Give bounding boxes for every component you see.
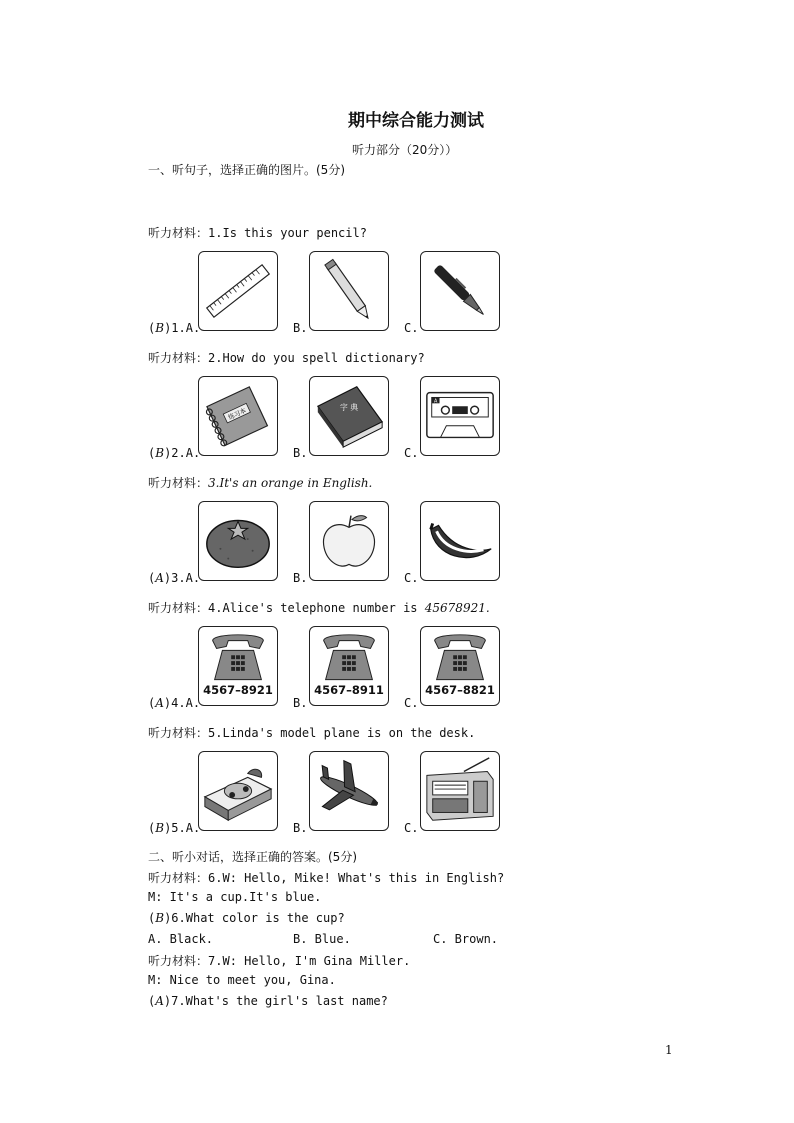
banana-icon[interactable]: [420, 501, 500, 581]
telephone-icon[interactable]: [198, 626, 278, 706]
q1-material: 听力材料：1.Is this your pencil?: [148, 226, 367, 240]
q6-material-reply: M: It's a cup.It's blue.: [148, 890, 322, 904]
q3-answer-row: (A)3.A.: [148, 571, 201, 585]
phone-number-c: 4567–8821: [425, 683, 495, 697]
telephone-icon[interactable]: [309, 626, 389, 706]
q1-answer-row: (B)1.A.: [148, 321, 201, 335]
page-number: 1: [665, 1043, 673, 1057]
pen-icon[interactable]: [420, 251, 500, 331]
section2-heading: 二、听小对话，选择正确的答案。(5分): [148, 850, 357, 864]
ruler-icon[interactable]: [198, 251, 278, 331]
q4-option-b: B.: [293, 696, 308, 710]
q5-option-b: B.: [293, 821, 308, 835]
q3-option-b: B.: [293, 571, 308, 585]
notebook-label: 练习本: [227, 407, 248, 422]
q4-answer-row: (A)4.A.: [148, 696, 201, 710]
q4-option-c: C.: [404, 696, 419, 710]
q6-option-b: B. Blue.: [293, 932, 351, 946]
section1-heading: 一、听句子，选择正确的图片。(5分): [148, 163, 345, 177]
q2-option-c: C.: [404, 446, 419, 460]
q2-answer-row: (B)2.A.: [148, 446, 201, 460]
q7-question: (A)7.What's the girl's last name?: [148, 994, 388, 1008]
svg-text:A: A: [433, 398, 438, 405]
q4-material: 听力材料：4.Alice's telephone number is 45678921.: [148, 601, 490, 615]
radio-icon[interactable]: [420, 751, 500, 831]
model-car-box-icon[interactable]: [198, 751, 278, 831]
notebook-icon[interactable]: [198, 376, 278, 456]
dictionary-icon[interactable]: [309, 376, 389, 456]
listening-section-subtitle: 听力部分（20分））: [352, 143, 458, 157]
dictionary-label: 字 典: [339, 403, 359, 413]
pencil-icon[interactable]: [309, 251, 389, 331]
airplane-icon[interactable]: [309, 751, 389, 831]
cassette-tape-icon[interactable]: [420, 376, 500, 456]
q6-option-a: A. Black.: [148, 932, 214, 946]
q5-material: 听力材料：5.Linda's model plane is on the desk.: [148, 726, 476, 740]
q7-material-reply: M: Nice to meet you, Gina.: [148, 973, 336, 987]
q6-option-c: C. Brown.: [433, 932, 499, 946]
page-title: 期中综合能力测试: [348, 111, 484, 131]
q1-option-b: B.: [293, 321, 308, 335]
q5-option-c: C.: [404, 821, 419, 835]
phone-number-a: 4567–8921: [203, 683, 273, 697]
apple-icon[interactable]: [309, 501, 389, 581]
orange-icon[interactable]: [198, 501, 278, 581]
q6-material: 听力材料：6.W: Hello, Mike! What's this in English?: [148, 871, 505, 885]
telephone-icon[interactable]: [420, 626, 500, 706]
q2-material: 听力材料：2.How do you spell dictionary?: [148, 351, 425, 365]
q6-question: (B)6.What color is the cup?: [148, 911, 345, 925]
q5-answer-row: (B)5.A.: [148, 821, 201, 835]
phone-number-b: 4567–8911: [314, 683, 384, 697]
q3-option-c: C.: [404, 571, 419, 585]
q1-option-c: C.: [404, 321, 419, 335]
q2-option-b: B.: [293, 446, 308, 460]
q7-material: 听力材料：7.W: Hello, I'm Gina Miller.: [148, 954, 411, 968]
q3-material: 听力材料：3.It's an orange in English.: [148, 476, 373, 490]
